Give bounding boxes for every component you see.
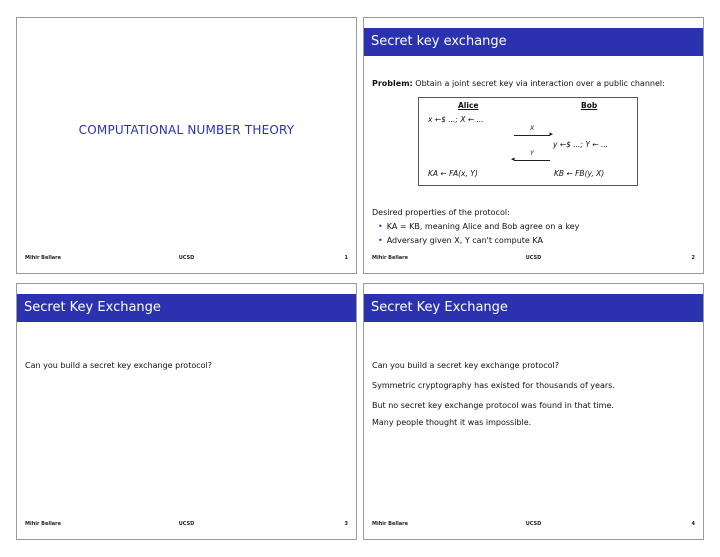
problem-text: Obtain a joint secret key via interaction over a public channel:: [412, 79, 665, 88]
arrow-right-icon: ▸: [549, 130, 553, 138]
slide-footer: [25, 255, 348, 265]
slide-footer: [372, 521, 695, 531]
slide-footer: [25, 521, 348, 531]
bob-step: y ←$ ...; Y ← ...: [553, 140, 609, 149]
protocol-diagram: [418, 97, 638, 186]
problem-statement: [372, 79, 665, 88]
bullet-icon: •: [378, 222, 383, 231]
page-number: 4: [691, 521, 695, 527]
property-text: Adversary given X, Y can't compute KA: [386, 236, 543, 245]
alice-heading: Alice: [458, 101, 479, 110]
slide-text: Symmetric cryptography has existed for thousands of years.: [372, 381, 615, 390]
slide-3: [16, 283, 357, 540]
bullet-icon: •: [378, 236, 383, 245]
alice-step: x ←$ ...; X ← ...: [428, 115, 484, 124]
property-text: KA = KB, meaning Alice and Bob agree on a key: [386, 222, 580, 231]
slide-4: [363, 283, 704, 540]
message-y: Y: [530, 150, 534, 157]
slide-text: Can you build a secret key exchange protocol?: [372, 361, 559, 370]
slide-1: [16, 17, 357, 274]
slide-title: Secret Key Exchange: [17, 294, 356, 322]
problem-label: Problem:: [372, 79, 413, 88]
slide-footer: [372, 255, 695, 265]
message-x: X: [529, 125, 535, 132]
alice-key: KA ← FA(x, Y): [428, 169, 478, 178]
bob-key: KB ← FB(y, X): [554, 169, 605, 178]
footer-institution: UCSD: [525, 255, 542, 261]
footer-author: Mihir Bellare: [25, 255, 62, 261]
arrow-x-right: [514, 125, 553, 138]
bob-heading: Bob: [581, 101, 598, 110]
footer-institution: UCSD: [178, 521, 195, 527]
slide-2: [363, 17, 704, 274]
properties-heading: Desired properties of the protocol:: [372, 208, 510, 217]
footer-institution: UCSD: [525, 521, 542, 527]
slide-text: Many people thought it was impossible.: [372, 418, 532, 427]
slide-text: Can you build a secret key exchange protocol?: [25, 361, 212, 370]
footer-author: Mihir Bellare: [25, 521, 62, 527]
page-number: 1: [344, 255, 348, 261]
footer-author: Mihir Bellare: [372, 255, 409, 261]
arrow-left-icon: ◂: [511, 155, 515, 163]
slide-title: COMPUTATIONAL NUMBER THEORY: [78, 123, 295, 137]
footer-institution: UCSD: [178, 255, 195, 261]
property-bullet: [378, 236, 543, 245]
arrow-line: [514, 160, 550, 161]
page-number: 2: [691, 255, 695, 261]
footer-author: Mihir Bellare: [372, 521, 409, 527]
property-bullet: [378, 222, 579, 231]
slide-text: But no secret key exchange protocol was found in that time.: [372, 401, 614, 410]
slide-title: Secret Key Exchange: [364, 294, 703, 322]
page-number: 3: [344, 521, 348, 527]
arrow-y-left: [511, 150, 550, 163]
arrow-line: [514, 135, 550, 136]
slide-title: Secret key exchange: [364, 28, 703, 56]
